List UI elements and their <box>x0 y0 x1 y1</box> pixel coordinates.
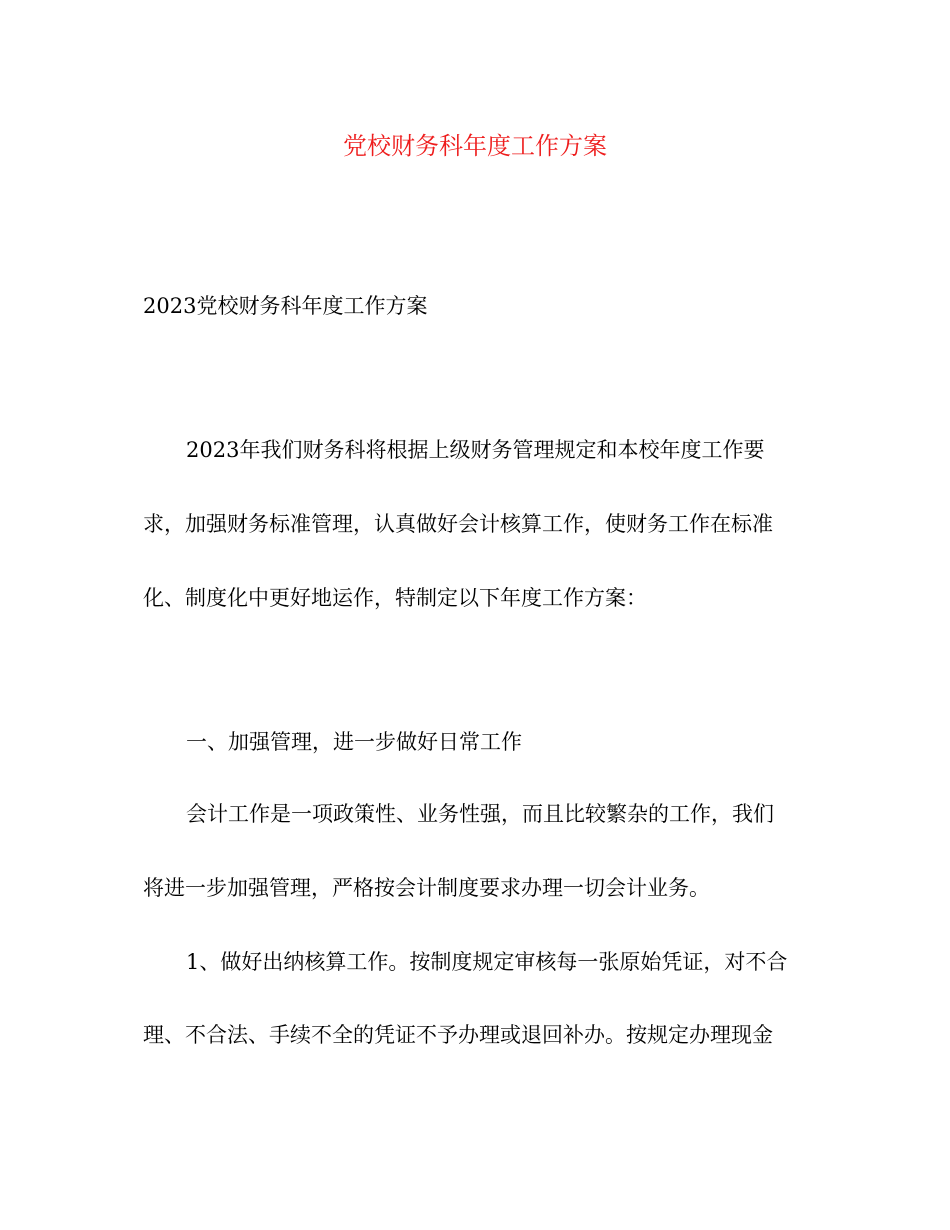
paragraph-line: 1、做好出纳核算工作。按制度规定审核每一张原始凭证，对不合 <box>186 950 788 974</box>
section-heading-line: 一、加强管理，进一步做好日常工作 <box>186 730 522 754</box>
paragraph-line: 化、制度化中更好地运作，特制定以下年度工作方案： <box>143 586 647 610</box>
paragraph-line: 2023年我们财务科将根据上级财务管理规定和本校年度工作要 <box>186 438 765 462</box>
paragraph-line: 求，加强财务标准管理，认真做好会计核算工作，使财务工作在标准 <box>143 512 773 536</box>
document-title: 党校财务科年度工作方案 <box>343 132 607 160</box>
paragraph-line: 将进一步加强管理，严格按会计制度要求办理一切会计业务。 <box>143 876 710 900</box>
paragraph-line: 会计工作是一项政策性、业务性强，而且比较繁杂的工作，我们 <box>186 802 774 826</box>
paragraph-line: 理、不合法、手续不全的凭证不予办理或退回补办。按规定办理现金 <box>143 1023 773 1047</box>
document-subtitle: 2023党校财务科年度工作方案 <box>143 294 428 318</box>
